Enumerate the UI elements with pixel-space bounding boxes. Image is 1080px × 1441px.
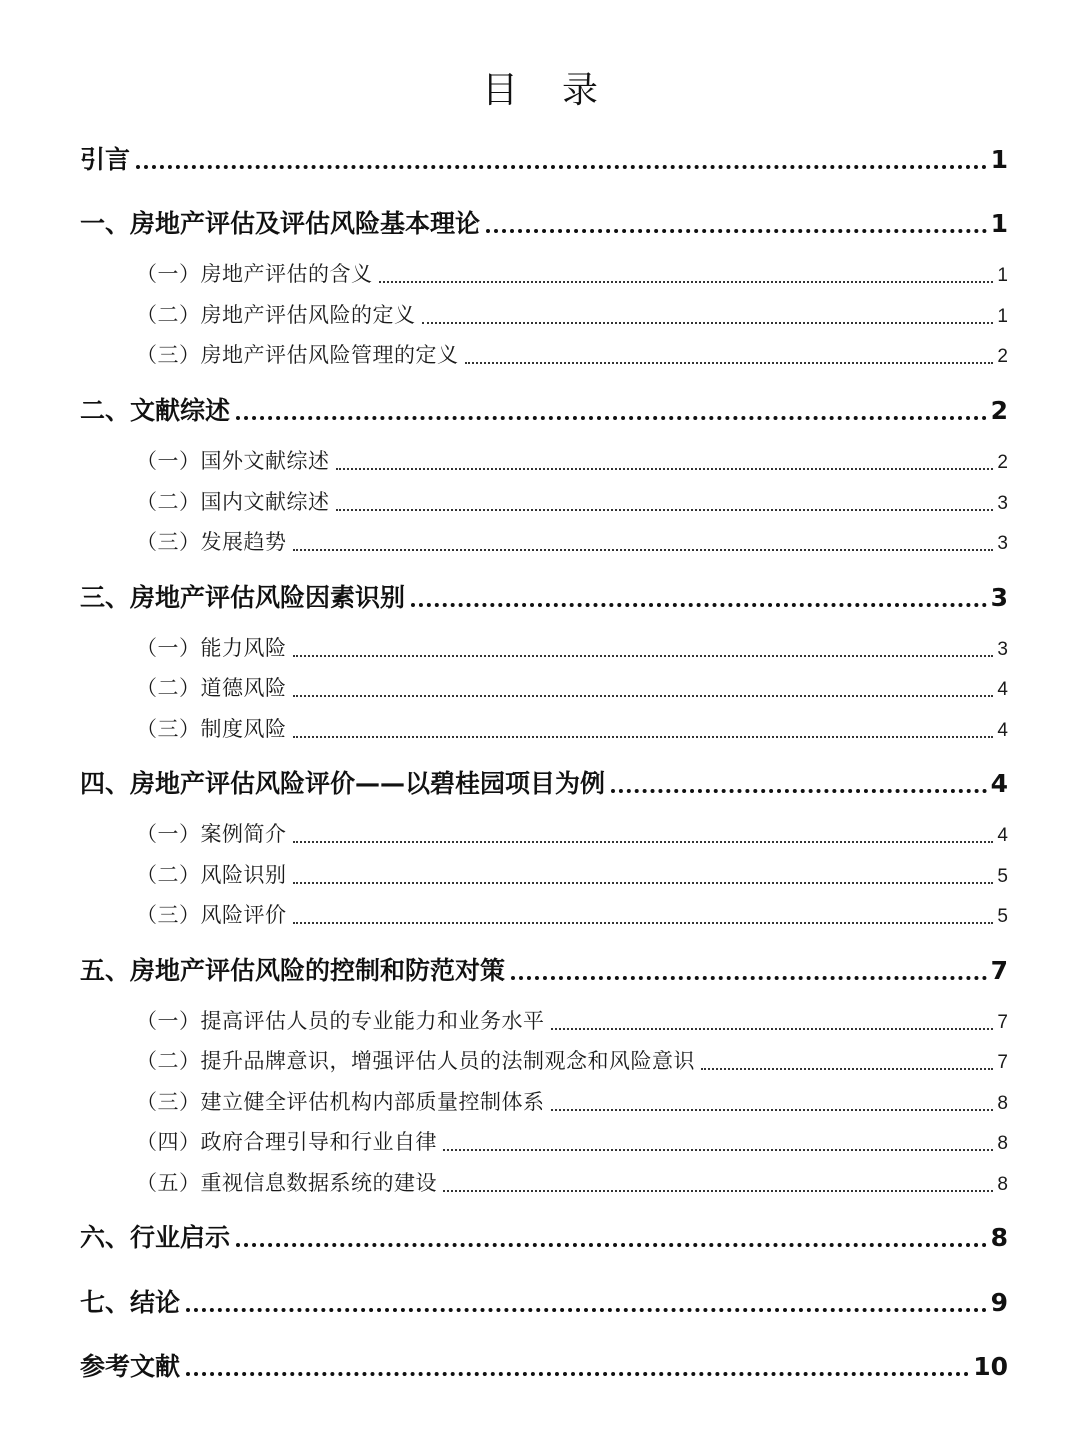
dot-leader	[293, 835, 994, 843]
toc-entry-label: （三）风险评价	[136, 903, 287, 927]
toc-entry-label: （二）道德风险	[136, 676, 287, 700]
dot-leader	[443, 1184, 993, 1192]
title-char-2: 录	[562, 70, 599, 111]
toc-section-entry[interactable]	[80, 1167, 1008, 1197]
toc-section-entry[interactable]	[80, 899, 1008, 929]
dot-leader	[422, 316, 994, 324]
toc-page-number: 1	[990, 209, 1008, 238]
toc-entry-label: （五）重视信息数据系统的建设	[136, 1171, 437, 1195]
toc-entry-label: （二）风险识别	[136, 863, 287, 887]
toc-entry-label: （二）国内文献综述	[136, 490, 330, 514]
toc-chapter-entry[interactable]	[80, 1218, 1008, 1252]
toc-section-entry[interactable]	[80, 1086, 1008, 1116]
toc-page-number: 3	[997, 533, 1008, 554]
toc-section-entry[interactable]	[80, 1005, 1008, 1035]
dot-leader	[236, 1235, 987, 1247]
toc-section-entry[interactable]	[80, 1045, 1008, 1075]
toc-entry-label: 引言	[80, 145, 131, 174]
toc-section-entry[interactable]	[80, 258, 1008, 288]
toc-section-entry[interactable]	[80, 672, 1008, 702]
toc-page-number: 7	[997, 1012, 1008, 1033]
toc-page-number: 2	[997, 346, 1008, 367]
toc-entry-label: （三）发展趋势	[136, 530, 287, 554]
toc-section-entry[interactable]	[80, 1126, 1008, 1156]
dot-leader	[611, 781, 987, 793]
dot-leader	[293, 543, 994, 551]
dot-leader	[336, 462, 994, 470]
toc-chapter-entry[interactable]	[80, 578, 1008, 612]
toc-page-number: 8	[997, 1093, 1008, 1114]
dot-leader	[186, 1300, 987, 1312]
toc-entry-label: （一）房地产评估的含义	[136, 262, 373, 286]
toc-page-number: 8	[997, 1174, 1008, 1195]
toc-chapter-entry[interactable]	[80, 764, 1008, 798]
dot-leader	[411, 595, 987, 607]
toc-entry-label: （一）能力风险	[136, 636, 287, 660]
toc-section-entry[interactable]	[80, 632, 1008, 662]
dot-leader	[293, 649, 994, 657]
dot-leader	[511, 968, 987, 980]
dot-leader	[379, 275, 994, 283]
toc-chapter-entry[interactable]	[80, 1283, 1008, 1317]
toc-page-number: 8	[990, 1223, 1008, 1252]
toc-entry-label: （二）房地产评估风险的定义	[136, 303, 416, 327]
toc-page-number: 4	[997, 679, 1008, 700]
toc-page-number: 7	[990, 956, 1008, 985]
toc-page-number: 3	[997, 493, 1008, 514]
dot-leader	[136, 157, 987, 169]
dot-leader	[551, 1022, 994, 1030]
toc-entry-label: （一）案例简介	[136, 822, 287, 846]
toc-entry-label: 一、房地产评估及评估风险基本理论	[80, 209, 481, 238]
page-title	[0, 62, 1080, 113]
toc-entry-label: 二、文献综述	[80, 396, 231, 425]
dot-leader	[236, 408, 987, 420]
dot-leader	[551, 1103, 994, 1111]
toc-page-number: 1	[997, 265, 1008, 286]
dot-leader	[336, 503, 994, 511]
toc-page-number: 5	[997, 866, 1008, 887]
toc-chapter-entry[interactable]	[80, 1347, 1008, 1381]
toc-section-entry[interactable]	[80, 486, 1008, 516]
toc-page-number: 1	[990, 145, 1008, 174]
toc-section-entry[interactable]	[80, 713, 1008, 743]
toc-page-number: 2	[997, 452, 1008, 473]
dot-leader	[186, 1364, 969, 1376]
toc-chapter-entry[interactable]	[80, 391, 1008, 425]
toc-entry-label: （二）提升品牌意识，增强评估人员的法制观念和风险意识	[136, 1049, 695, 1073]
toc-entry-label: 三、房地产评估风险因素识别	[80, 583, 406, 612]
toc-entry-label: 四、房地产评估风险评价——以碧桂园项目为例	[80, 769, 606, 798]
toc-section-entry[interactable]	[80, 299, 1008, 329]
dot-leader	[486, 221, 987, 233]
toc-entry-label: （三）制度风险	[136, 717, 287, 741]
dot-leader	[701, 1062, 993, 1070]
toc-page-number: 5	[997, 906, 1008, 927]
toc-entry-label: 七、结论	[80, 1288, 181, 1317]
toc-entry-label: （一）提高评估人员的专业能力和业务水平	[136, 1009, 545, 1033]
toc-section-entry[interactable]	[80, 859, 1008, 889]
toc-section-entry[interactable]	[80, 445, 1008, 475]
toc-page-number: 4	[997, 720, 1008, 741]
toc-entry-label: （一）国外文献综述	[136, 449, 330, 473]
toc-entry-label: 参考文献	[80, 1352, 181, 1381]
title-char-1: 目	[481, 70, 518, 111]
toc-page-number: 8	[997, 1133, 1008, 1154]
toc-page-number: 1	[997, 306, 1008, 327]
toc-section-entry[interactable]	[80, 339, 1008, 369]
dot-leader	[293, 916, 994, 924]
toc-entry-label: 六、行业启示	[80, 1223, 231, 1252]
toc-chapter-entry[interactable]	[80, 140, 1008, 174]
dot-leader	[465, 356, 994, 364]
toc-entry-label: （四）政府合理引导和行业自律	[136, 1130, 437, 1154]
toc-page-number: 2	[990, 396, 1008, 425]
toc-entry-label: 五、房地产评估风险的控制和防范对策	[80, 956, 506, 985]
toc-entry-label: （三）建立健全评估机构内部质量控制体系	[136, 1090, 545, 1114]
toc-page-number: 3	[990, 583, 1008, 612]
toc-page-number: 4	[990, 769, 1008, 798]
dot-leader	[443, 1143, 993, 1151]
dot-leader	[293, 730, 994, 738]
toc-entry-label: （三）房地产评估风险管理的定义	[136, 343, 459, 367]
toc-section-entry[interactable]	[80, 818, 1008, 848]
dot-leader	[293, 689, 994, 697]
toc-page-number: 9	[990, 1288, 1008, 1317]
toc-section-entry[interactable]	[80, 526, 1008, 556]
toc-page-number: 10	[973, 1352, 1008, 1381]
toc-chapter-entry[interactable]	[80, 204, 1008, 238]
toc-chapter-entry[interactable]	[80, 951, 1008, 985]
toc-page-number: 4	[997, 825, 1008, 846]
toc-page-number: 3	[997, 639, 1008, 660]
toc-page-number: 7	[997, 1052, 1008, 1073]
dot-leader	[293, 876, 994, 884]
